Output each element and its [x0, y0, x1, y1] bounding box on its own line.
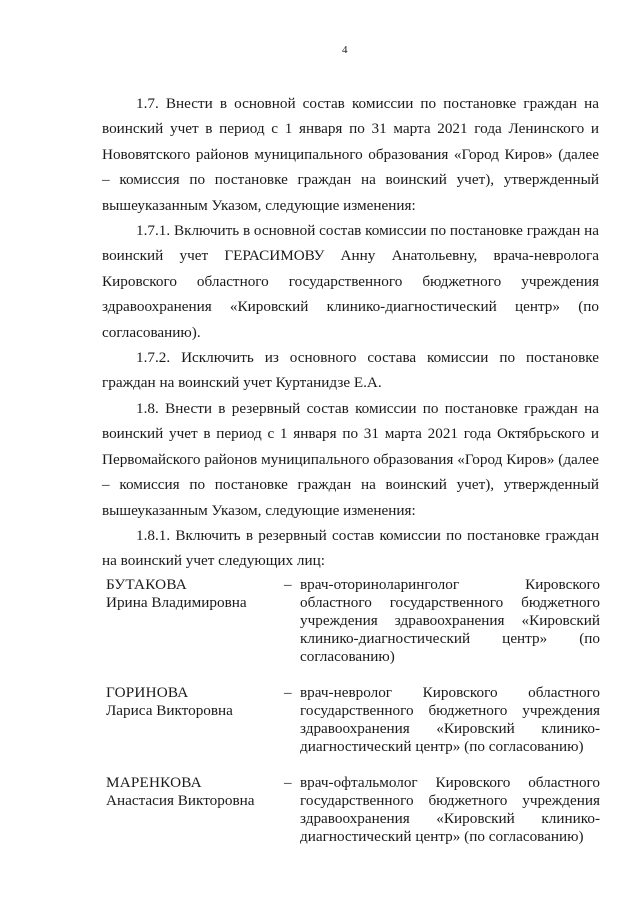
member-given-name: Анастасия Викторовна [106, 792, 255, 809]
member-row [106, 576, 600, 666]
paragraph-1-8: 1.8. Внести в резервный состав комиссии по постановке граждан на воинский учет в период с 1 января по 31 марта 2021 года Октябрьского и Первомайского районов муниципального образования «Город Киров» (далее – комиссия по постановке граждан на воинский учет), утвержденный вышеуказанным Указом, следующие изменения: [102, 399, 599, 519]
member-dash: – [284, 684, 292, 701]
member-name [106, 774, 284, 810]
member-given-name: Лариса Викторовна [106, 702, 233, 719]
member-surname: МАРЕНКОВА [106, 774, 202, 791]
paragraph-1-8-1: 1.8.1. Включить в резервный состав комиссии по постановке граждан на воинский учет следующих лиц: [102, 526, 599, 570]
paragraph-1-7: 1.7. Внести в основной состав комиссии по постановке граждан на воинский учет в период с 1 января по 31 марта 2021 года Ленинского и Нововятского районов муниципального образования «Город Киров» (далее – комиссия по постановке граждан на воинский учет), утвержденный вышеуказанным Указом, следующие изменения: [102, 95, 599, 214]
member-name [106, 684, 284, 720]
document-body [102, 91, 599, 574]
member-given-name: Ирина Владимировна [106, 594, 247, 611]
member-dash: – [284, 774, 292, 791]
member-description: врач-оториноларинголог Кировского областного государственного бюджетного учреждения здравоохранения «Кировский клинико-диагностический центр» (по согласованию) [300, 576, 600, 665]
member-list [106, 576, 600, 864]
member-row [106, 774, 600, 846]
member-surname: БУТАКОВА [106, 576, 187, 593]
member-name [106, 576, 284, 612]
member-surname: ГОРИНОВА [106, 684, 189, 701]
page-number: 4 [342, 44, 348, 56]
paragraph-1-7-1: 1.7.1. Включить в основной состав комиссии по постановке граждан на воинский учет ГЕРАСИМОВУ Анну Анатольевну, врача-невролога Кировского областного государственного бюджетного учреждения здравоохранения «Кировский клинико-диагностический центр» (по согласованию). [102, 222, 600, 341]
member-row [106, 684, 600, 756]
member-description: врач-офтальмолог Кировского областного государственного бюджетного учреждения здравоохранения «Кировский клинико-диагностический центр» (по согласованию) [300, 774, 600, 845]
member-dash: – [284, 576, 292, 593]
paragraph-1-7-2: 1.7.2. Исключить из основного состава комиссии по постановке граждан на воинский учет Куртанидзе Е.А. [102, 349, 599, 392]
member-description: врач-невролог Кировского областного государственного бюджетного учреждения здравоохранения «Кировский клинико-диагностический центр» (по согласованию) [300, 684, 600, 755]
